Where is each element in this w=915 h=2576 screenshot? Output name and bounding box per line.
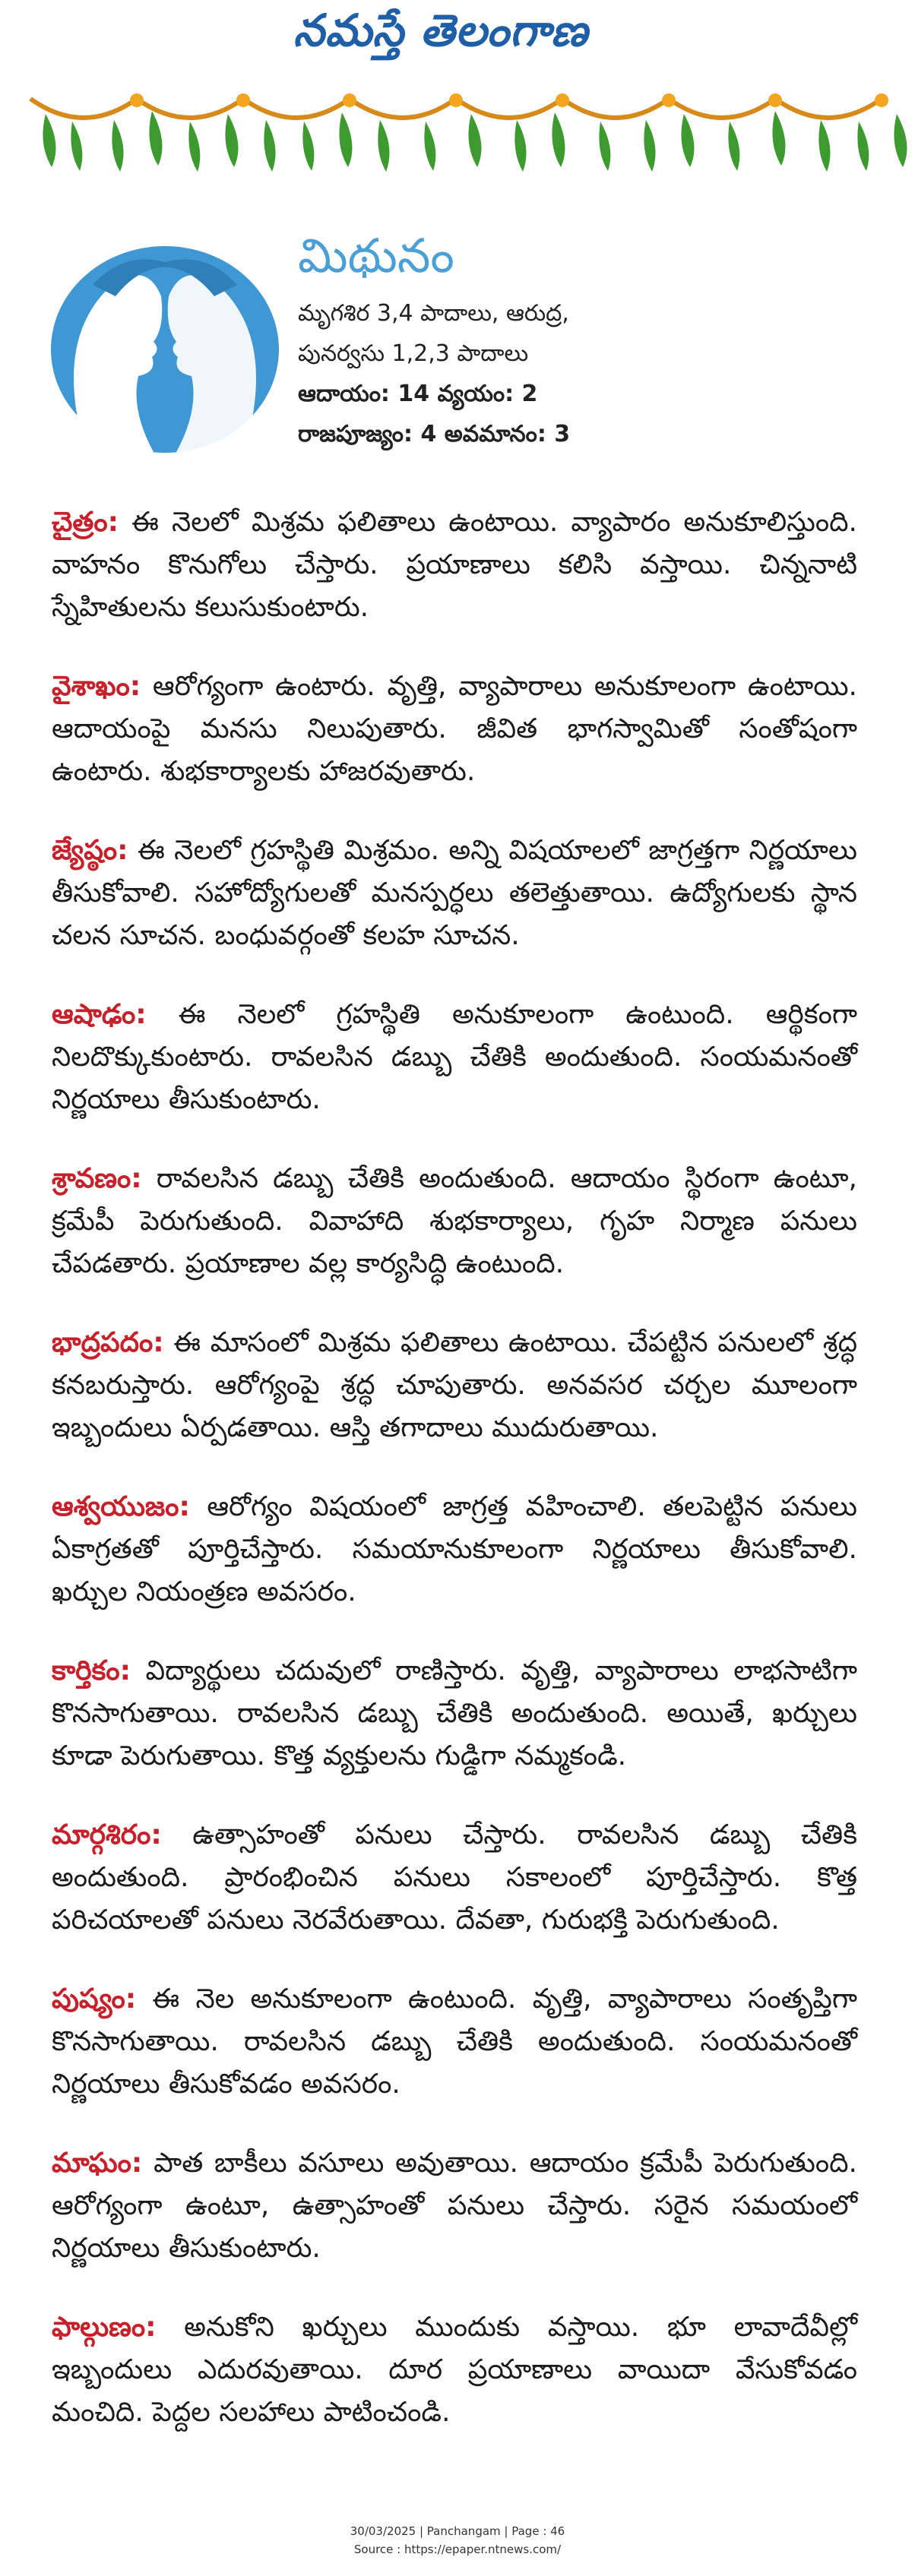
month-text: ఆరోగ్యం విషయంలో జాగ్రత్త వహించాలి. తలపెట్టిన పనులు ఏకాగ్రతతో పూర్తిచేస్తారు. సమయానుకూలంగా నిర్ణయాలు తీసుకోవాలి. ఖర్చుల నియంత్రణ అవసరం. — [52, 1491, 858, 1607]
month-name: జ్యేష్ఠం: — [52, 835, 128, 866]
sign-title: మిథునం — [298, 228, 454, 283]
month-paragraph — [52, 1978, 857, 2106]
footer-source: Source : https://epaper.ntnews.com/ — [353, 2543, 562, 2556]
sign-stars-line1: మృగశిర 3,4 పాదాలు, ఆరుద్ర, — [298, 300, 569, 327]
month-text: ఉత్సాహంతో పనులు చేస్తారు. రావలసిన డబ్బు చేతికి అందుతుంది. ప్రారంభించిన పనులు సకాలంలో పూర్తిచేస్తారు. కొత్త పరిచయాలతో పనులు నెరవేరుతాయి. దేవతా, గురుభక్తి పెరుగుతుంది. — [52, 1819, 858, 1936]
month-paragraph — [52, 1650, 857, 1778]
gemini-twins-icon — [47, 243, 283, 456]
garland-decoration — [0, 84, 915, 182]
masthead — [0, 0, 915, 190]
month-paragraph — [52, 1158, 857, 1285]
month-paragraph — [52, 1814, 857, 1942]
month-paragraph — [52, 2142, 857, 2270]
month-name: ఫాల్గుణం: — [52, 2312, 157, 2343]
month-paragraph — [52, 1486, 857, 1614]
month-text: ఈ నెలలో గ్రహస్థితి మిశ్రమం. అన్ని విషయాలలో జాగ్రత్తగా నిర్ణయాలు తీసుకోవాలి. సహోద్యోగులతో మనస్పర్ధలు తలెత్తుతాయి. ఉద్యోగులకు స్థాన చలన సూచన. బంధువర్గంతో కలహ సూచన. — [52, 835, 857, 951]
month-paragraph — [52, 665, 857, 793]
zodiac-header — [0, 228, 915, 479]
month-paragraph — [52, 501, 857, 629]
month-text: ఈ నెల అనుకూలంగా ఉంటుంది. వృత్తి, వ్యాపారాలు సంతృప్తిగా కొనసాగుతాయి. రావలసిన డబ్బు చేతికి అందుతుంది. సంయమనంతో నిర్ణయాలు తీసుకోవడం అవసరం. — [52, 1983, 857, 2100]
month-paragraph — [52, 830, 857, 957]
month-paragraph — [52, 994, 857, 1121]
month-text: ఈ నెలలో మిశ్రమ ఫలితాలు ఉంటాయి. వ్యాపారం అనుకూలిస్తుంది. వాహనం కొనుగోలు చేస్తారు. ప్రయాణాలు కలిసి వస్తాయి. చిన్ననాటి స్నేహితులను కలుసుకుంటారు. — [52, 507, 857, 623]
month-paragraph — [52, 2306, 857, 2434]
month-name: పుష్యం: — [52, 1983, 137, 2015]
month-name: మాఘం: — [52, 2148, 143, 2179]
page-footer — [0, 2522, 915, 2559]
sign-income-expense: ఆదాయం: 14 వ్యయం: 2 — [298, 381, 538, 407]
sign-honor-dishonor: రాజపూజ్యం: 4 అవమానం: 3 — [298, 421, 571, 447]
month-name: చైత్రం: — [52, 507, 119, 538]
newspaper-logo: నమస్తే తెలంగాణ — [293, 5, 588, 56]
month-text: ఈ నెలలో గ్రహస్థితి అనుకూలంగా ఉంటుంది. ఆర్థికంగా నిలదొక్కుకుంటారు. రావలసిన డబ్బు చేతికి అందుతుంది. సంయమనంతో నిర్ణయాలు తీసుకుంటారు. — [52, 999, 857, 1115]
month-text: ఈ మాసంలో మిశ్రమ ఫలితాలు ఉంటాయి. చేపట్టిన పనులలో శ్రద్ధ కనబరుస్తారు. ఆరోగ్యంపై శ్రద్ధ చూపుతారు. అనవసర చర్చల మూలంగా ఇబ్బందులు ఏర్పడతాయి. ఆస్తి తగాదాలు ముదురుతాయి. — [52, 1327, 857, 1443]
month-name: ఆశ్వయుజం: — [52, 1491, 190, 1522]
sign-stars-line2: పునర్వసు 1,2,3 పాదాలు — [298, 340, 529, 367]
month-name: శ్రావణం: — [52, 1163, 142, 1194]
month-text: విద్యార్థులు చదువులో రాణిస్తారు. వృత్తి, వ్యాపారాలు లాభసాటిగా కొనసాగుతాయి. రావలసిన డబ్బు చేతికి అందుతుంది. అయితే, ఖర్చులు కూడా పెరుగుతాయి. కొత్త వ్యక్తులను గుడ్డిగా నమ్మకండి. — [52, 1655, 857, 1772]
month-name: మార్గశిరం: — [52, 1819, 162, 1851]
monthly-predictions — [52, 501, 857, 2470]
month-name: వైశాఖం: — [52, 671, 141, 702]
month-name: ఆషాఢం: — [52, 999, 147, 1030]
month-text: పాత బాకీలు వసూలు అవుతాయి. ఆదాయం క్రమేపీ పెరుగుతుంది. ఆరోగ్యంగా ఉంటూ, ఉత్సాహంతో పనులు చేస్తారు. సరైన సమయంలో నిర్ణయాలు తీసుకుంటారు. — [52, 2148, 857, 2264]
month-paragraph — [52, 1322, 857, 1449]
footer-date-page: 30/03/2025 | Panchangam | Page : 46 — [350, 2524, 565, 2538]
month-text: రావలసిన డబ్బు చేతికి అందుతుంది. ఆదాయం స్థిరంగా ఉంటూ, క్రమేపీ పెరుగుతుంది. వివాహాది శుభకార్యాలు, గృహ నిర్మాణ పనులు చేపడతారు. ప్రయాణాల వల్ల కార్యసిద్ధి ఉంటుంది. — [52, 1163, 857, 1279]
month-text: అనుకోని ఖర్చులు ముందుకు వస్తాయి. భూ లావాదేవీల్లో ఇబ్బందులు ఎదురవుతాయి. దూర ప్రయాణాలు వాయిదా వేసుకోవడం మంచిది. పెద్దల సలహాలు పాటించండి. — [52, 2312, 857, 2428]
month-text: ఆరోగ్యంగా ఉంటారు. వృత్తి, వ్యాపారాలు అనుకూలంగా ఉంటాయి. ఆదాయంపై మనసు నిలుపుతారు. జీవిత భాగస్వామితో సంతోషంగా ఉంటారు. శుభకార్యాలకు హాజరవుతారు. — [52, 671, 857, 787]
month-name: కార్తికం: — [52, 1655, 131, 1686]
month-name: భాద్రపదం: — [52, 1327, 164, 1358]
